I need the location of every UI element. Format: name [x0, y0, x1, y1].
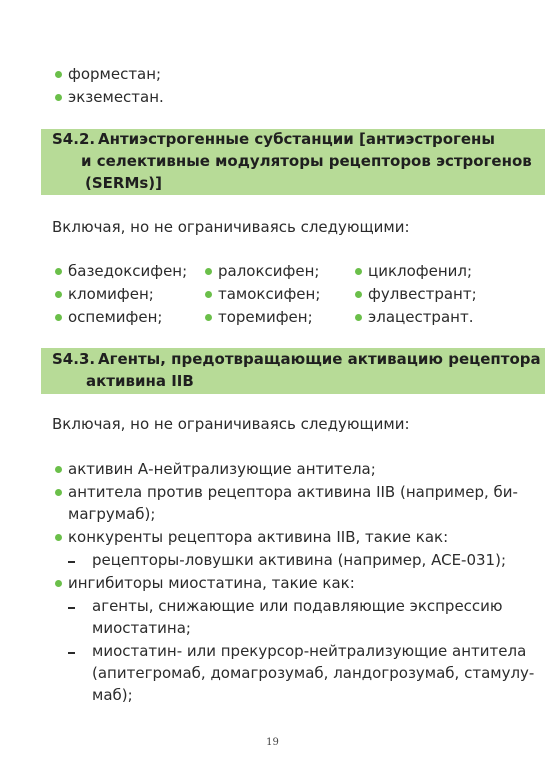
list-item: антитела против рецептора активина IIB (например, би- [68, 483, 518, 501]
list-item: циклофенил; [368, 262, 473, 280]
sub-list-item: агенты, снижающие или подавляющие экспрессию [92, 597, 503, 615]
list-item: торемифен; [218, 308, 313, 326]
bullet-icon [55, 466, 62, 473]
list-item: оспемифен; [68, 308, 163, 326]
bullet-icon [55, 314, 62, 321]
page-number: 19 [266, 737, 279, 748]
list-item: ингибиторы миостатина, такие как: [68, 574, 355, 592]
bullet-icon [355, 314, 362, 321]
list-item: фулвестрант; [368, 285, 477, 303]
bullet-icon [205, 291, 212, 298]
section-title-line-1: Антиэстрогенные субстанции [антиэстрогены [98, 130, 495, 148]
bullet-icon [205, 314, 212, 321]
bullet-icon [55, 534, 62, 541]
sub-list-item: рецепторы-ловушки активина (например, ACE-031); [92, 551, 506, 569]
section-code-s42: S4.2. [52, 130, 96, 148]
section-title-line-1: Агенты, предотвращающие активацию рецептора [98, 350, 541, 368]
sub-list-item-continuation: (апитегромаб, домагрозумаб, ландогрозумаб, стамулу- [92, 664, 535, 682]
list-item: ралоксифен; [218, 262, 320, 280]
list-item: активин А-нейтрализующие антитела; [68, 460, 376, 478]
list-item-continuation: магрумаб); [68, 505, 156, 523]
section-title-line-2: активина IIB [86, 372, 194, 390]
list-item: элацестрант. [368, 308, 474, 326]
section-intro: Включая, но не ограничиваясь следующими: [52, 218, 410, 236]
bullet-icon [55, 94, 62, 101]
bullet-icon [355, 291, 362, 298]
list-item: форместан; [68, 65, 162, 83]
section-title-line-2: и селективные модуляторы рецепторов эстрогенов [81, 152, 532, 170]
section-code-s43: S4.3. [52, 350, 96, 368]
dash-icon [68, 561, 75, 563]
bullet-icon [205, 268, 212, 275]
bullet-icon [55, 489, 62, 496]
list-item: конкуренты рецептора активина IIB, такие как: [68, 528, 449, 546]
bullet-icon [55, 580, 62, 587]
sub-list-item: миостатин- или прекурсор-нейтрализующие антитела [92, 642, 527, 660]
list-item: экземестан. [68, 88, 164, 106]
section-title-line-3: (SERMs)] [85, 174, 163, 192]
list-item: тамоксифен; [218, 285, 321, 303]
dash-icon [68, 607, 75, 609]
bullet-icon [55, 268, 62, 275]
sub-list-item-continuation: маб); [92, 686, 133, 704]
bullet-icon [55, 291, 62, 298]
list-item: базедоксифен; [68, 262, 188, 280]
bullet-icon [55, 71, 62, 78]
bullet-icon [355, 268, 362, 275]
section-intro: Включая, но не ограничиваясь следующими: [52, 415, 410, 433]
list-item: кломифен; [68, 285, 154, 303]
sub-list-item-continuation: миостатина; [92, 619, 191, 637]
dash-icon [68, 652, 75, 654]
